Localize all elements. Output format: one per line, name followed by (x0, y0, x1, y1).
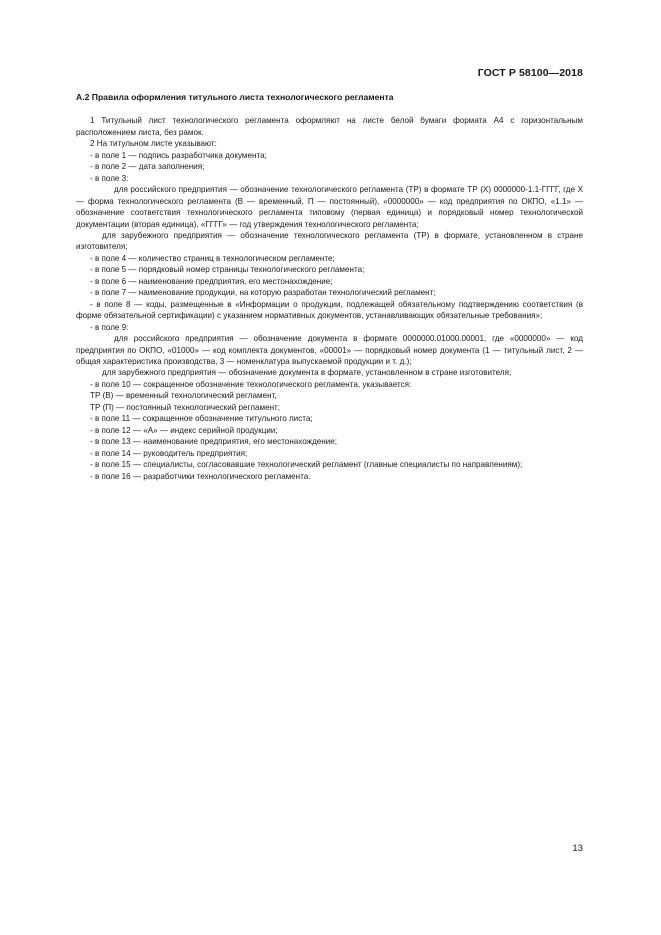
list-item: - в поле 10 — сокращенное обозначение технологического регламента, указывается: (90, 379, 412, 389)
standard-designation: ГОСТ Р 58100—2018 (477, 67, 583, 79)
list-item: - в поле 2 — дата заполнения; (90, 162, 205, 172)
sub-paragraph: для зарубежного предприятия — обозначение технологического регламента (ТР) в формате, установленном в стране изготовителя; (76, 230, 583, 252)
list-item: - в поле 1 — подпись разработчика документа; (90, 150, 267, 160)
list-item: - в поле 16 — разработчики технологического регламента. (90, 471, 311, 481)
list-item: - в поле 8 — коды, размещенные в «Информации о продукции, подлежащей обязательному подтверждению соответствия (в форме обязательной сертификации) с указанием нормативных документов, устанавливающих обязательные требования»; (76, 299, 583, 321)
sub-paragraph: для зарубежного предприятия — обозначение документа в формате, установленном в стране изготовителя; (102, 368, 512, 378)
paragraph-2: 2 На титульном листе указывают: (90, 139, 217, 149)
page-number: 13 (572, 843, 583, 854)
sub-item: ТР (В) — временный технологический регламент, (90, 391, 277, 401)
list-item: - в поле 5 — порядковый номер страницы технологического регламента; (90, 265, 365, 275)
document-body (76, 92, 583, 482)
list-item: - в поле 4 — количество страниц в технологическом регламенте; (90, 253, 335, 263)
list-item: - в поле 3: (90, 173, 129, 183)
list-item: - в поле 13 — наименование предприятия, его местонахождение; (90, 437, 338, 447)
list-item: - в поле 12 — «А» — индекс серийной продукции; (90, 425, 278, 435)
paragraph-1: 1 Титульный лист технологического регламента оформляют на листе белой бумаги формата А4 с горизонтальным расположением листа, без рамок. (76, 116, 583, 137)
list-item: - в поле 14 — руководитель предприятия; (90, 448, 248, 458)
sub-paragraph: для российского предприятия — обозначение технологического регламента (ТР) в формате ТР (Х) 0000000-1.1-ГГГГ, где Х — форма технологического регламента (В — временный, П — постоянный), «0000000» — код предприятия по ОКПО, «1.1» — обозначение соответствия технологического регламента типовому (первая единица) и порядковый номер технологической документации (вторая единица), «ГГГГ» — год утверждения технологического регламента; (76, 185, 583, 229)
list-item: - в поле 15 — специалисты, согласовавшие технологический регламент (главные специалисты по направлениям); (90, 460, 523, 470)
section-heading: А.2 Правила оформления титульного листа технологического регламента (76, 92, 394, 102)
sub-item: ТР (П) — постоянный технологический регламент; (90, 402, 281, 412)
list-item: - в поле 6 — наименование предприятия, его местонахождение; (90, 276, 333, 286)
sub-paragraph: для российского предприятия — обозначение документа в формате 0000000.01000.00001, где «0000000» — код предприятия по ОКПО, «01000» — код комплекта документов, «00001» — порядковый номер документа (1 — титульный лист, 2 — общая характеристика производства, 3 — номенклатура выпускаемой продукции и т. д.); (76, 334, 583, 366)
list-item: - в поле 9: (90, 322, 129, 332)
list-item: - в поле 11 — сокращенное обозначение титульного листа; (90, 414, 313, 424)
list-item: - в поле 7 — наименование продукции, на которую разработан технологический регламент; (90, 288, 436, 298)
